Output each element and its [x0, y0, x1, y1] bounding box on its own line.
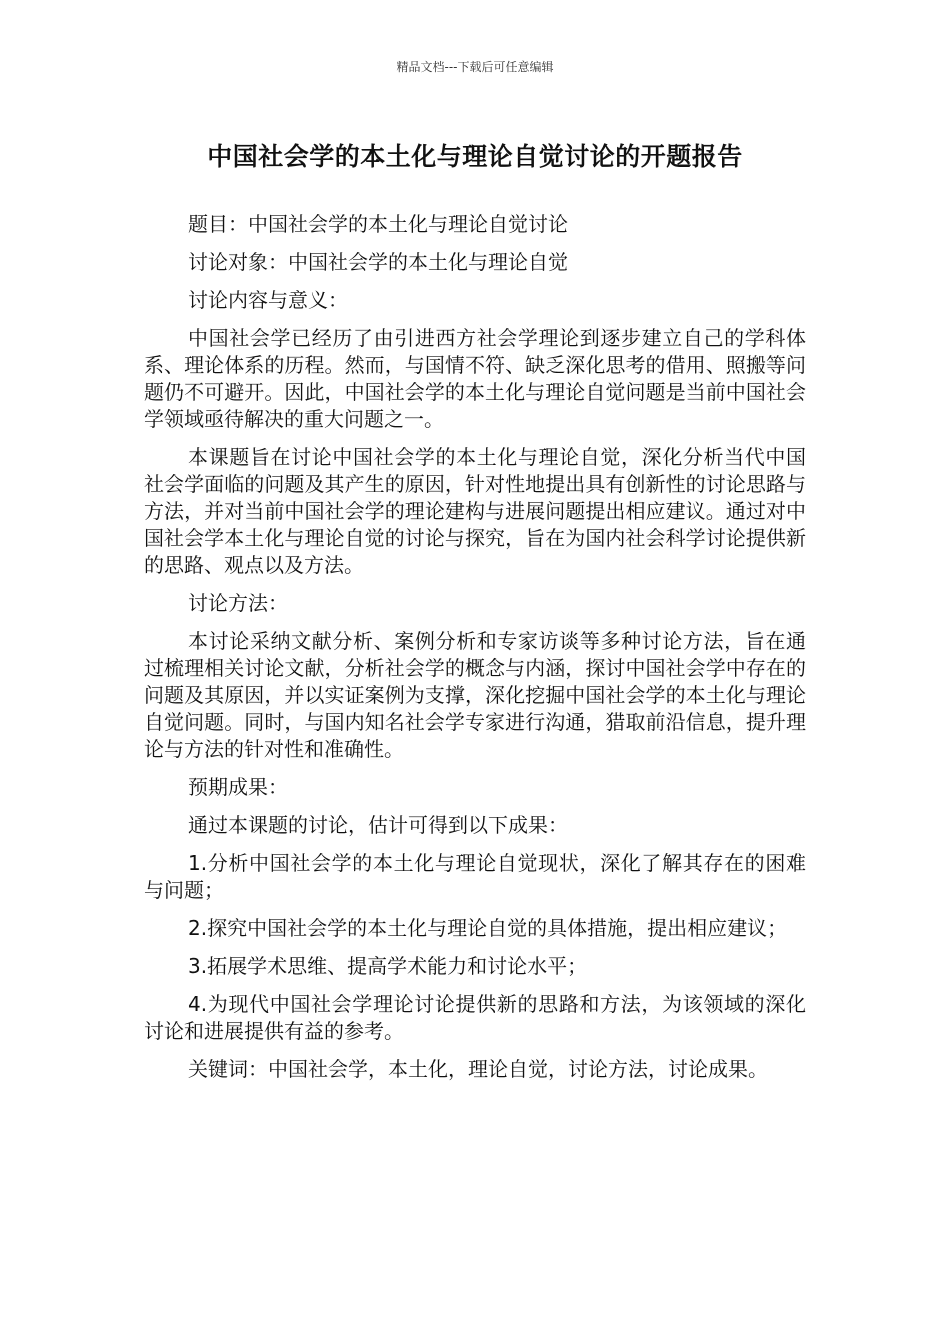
section-heading-method: 讨论方法：	[188, 591, 288, 615]
document-title: 中国社会学的本土化与理论自觉讨论的开题报告	[207, 142, 743, 171]
paragraph-method: 本讨论采纳文献分析、案例分析和专家访谈等多种讨论方法，旨在通过梳理相关讨论文献，分析社会学的概念与内涵，探讨中国社会学中存在的问题及其原因，并以实证案例为支撑，深化挖掘中国社会学的本土化与理论自觉问题。同时，与国内知名社会学专家进行沟通，猎取前沿信息，提升理论与方法的针对性和准确性。	[144, 629, 806, 761]
research-object-line: 讨论对象：中国社会学的本土化与理论自觉	[188, 250, 568, 274]
topic-line: 题目：中国社会学的本土化与理论自觉讨论	[188, 212, 568, 236]
list-item: 4.为现代中国社会学理论讨论提供新的思路和方法，为该领域的深化讨论和进展提供有益的参考。	[144, 992, 806, 1043]
paragraph-background: 中国社会学已经历了由引进西方社会学理论到逐步建立自己的学科体系、理论体系的历程。然而，与国情不符、缺乏深化思考的借用、照搬等问题仍不可避开。因此，中国社会学的本土化与理论自觉问题是当前中国社会学领域亟待解决的重大问题之一。	[144, 326, 806, 431]
paragraph-purpose: 本课题旨在讨论中国社会学的本土化与理论自觉，深化分析当代中国社会学面临的问题及其产生的原因，针对性地提出具有创新性的讨论思路与方法，并对当前中国社会学的理论建构与进展问题提出相应建议。通过对中国社会学本土化与理论自觉的讨论与探究，旨在为国内社会科学讨论提供新的思路、观点以及方法。	[144, 445, 806, 577]
document-body	[144, 211, 806, 1094]
list-item: 3.拓展学术思维、提高学术能力和讨论水平；	[188, 954, 588, 978]
section-heading-results: 预期成果：	[188, 775, 288, 799]
paragraph-results-intro: 通过本课题的讨论，估计可得到以下成果：	[188, 813, 568, 837]
section-heading-content: 讨论内容与意义：	[188, 288, 348, 312]
keywords-line: 关键词：中国社会学，本土化，理论自觉，讨论方法，讨论成果。	[188, 1057, 768, 1081]
list-item: 2.探究中国社会学的本土化与理论自觉的具体措施，提出相应建议；	[188, 916, 788, 940]
list-item: 1.分析中国社会学的本土化与理论自觉现状，深化了解其存在的困难与问题；	[144, 851, 806, 902]
header-note: 精品文档---下载后可任意编辑	[396, 60, 554, 74]
